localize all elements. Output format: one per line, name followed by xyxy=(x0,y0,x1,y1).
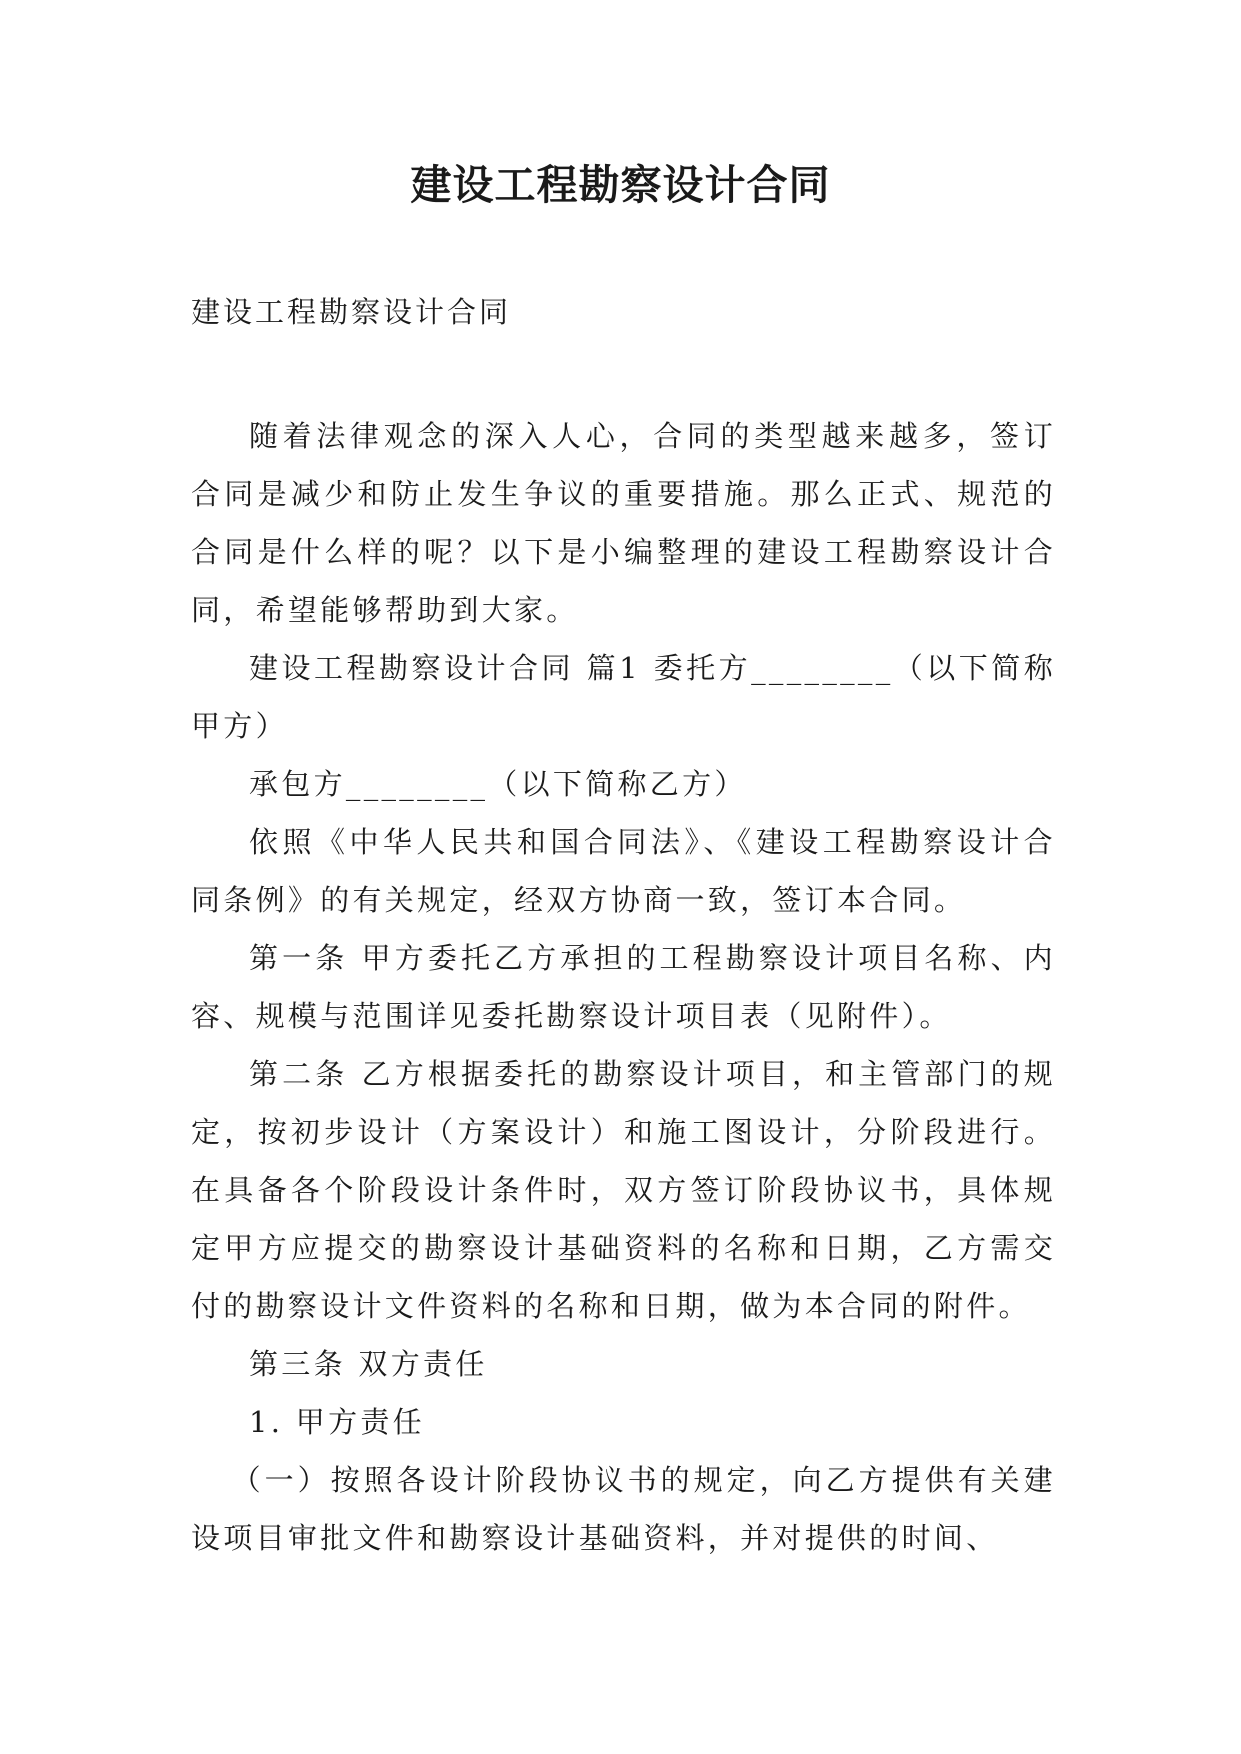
document-subtitle: 建设工程勘察设计合同 xyxy=(191,295,512,329)
paragraph-basis: 依照《中华人民共和国合同法》、《建设工程勘察设计合同条例》的有关规定，经双方协商一致，签订本合同。 xyxy=(191,825,1056,917)
paragraph-party-a-heading: 1. 甲方责任 xyxy=(249,1405,425,1439)
paragraph-intro: 随着法律观念的深入人心，合同的类型越来越多，签订合同是减少和防止发生争议的重要措施。那么正式、规范的合同是什么样的呢？以下是小编整理的建设工程勘察设计合同，希望能够帮助到大家。 xyxy=(191,419,1056,627)
paragraph-client: 建设工程勘察设计合同 篇1 委托方________（以下简称甲方） xyxy=(191,651,1056,743)
paragraph-party-a-item-1: （一）按照各设计阶段协议书的规定，向乙方提供有关建设项目审批文件和勘察设计基础资料，并对提供的时间、 xyxy=(191,1463,1056,1555)
paragraph-contractor: 承包方________（以下简称乙方） xyxy=(249,767,747,801)
document-body xyxy=(191,407,1056,1567)
paragraph-article-2: 第二条 乙方根据委托的勘察设计项目，和主管部门的规定，按初步设计（方案设计）和施工图设计，分阶段进行。在具备各个阶段设计条件时，双方签订阶段协议书，具体规定甲方应提交的勘察设计基础资料的名称和日期，乙方需交付的勘察设计文件资料的名称和日期，做为本合同的附件。 xyxy=(191,1057,1056,1323)
paragraph-article-3-heading: 第三条 双方责任 xyxy=(249,1347,488,1381)
paragraph-article-1: 第一条 甲方委托乙方承担的工程勘察设计项目名称、内容、规模与范围详见委托勘察设计项目表（见附件）。 xyxy=(191,941,1056,1033)
document-title: 建设工程勘察设计合同 xyxy=(410,161,831,209)
